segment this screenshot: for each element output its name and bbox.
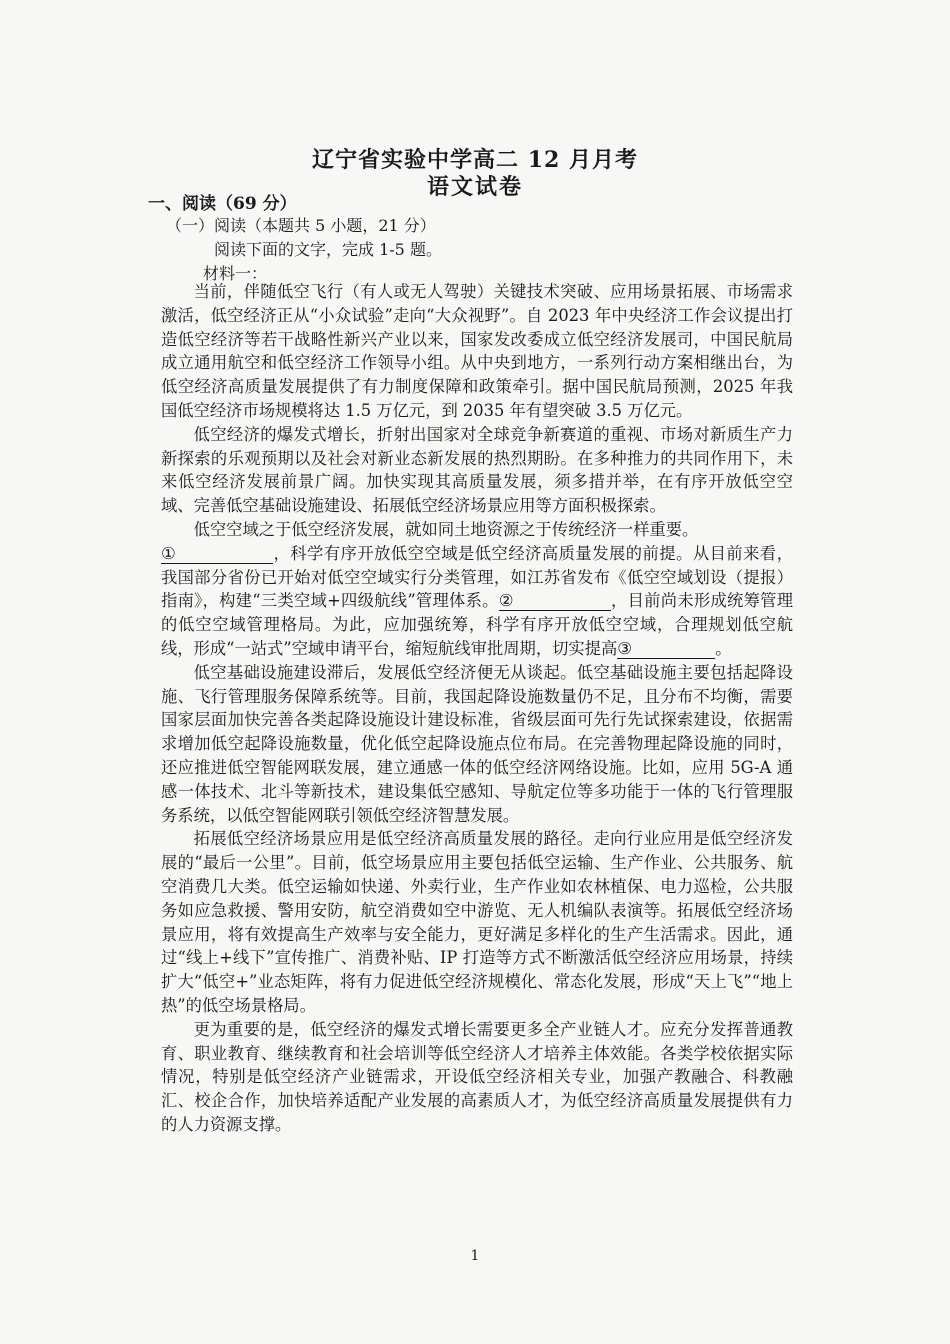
blank-2[interactable]: ② [499,592,611,611]
exam-subject: 语文试卷 [426,174,523,200]
section-heading: 一、阅读（69 分） [148,194,297,214]
paragraph-4: ① ，科学有序开放低空空域是低空经济高质量发展的前提。从目前来看，我国部分省份已开始对低空空域实行分类管理，如江苏省发布《低空空域划设（提报）指南》，构建“三类空域+四级航线”管理体系。② ，目前尚未形成统筹管理的低空空域管理格局。为此，应加强统筹，科学有序开放低空空域，合理规划低空航线，形成“一站式”空域申请平台，缩短航线审批周期，切实提高③ 。 [161,543,793,658]
paragraph-5: 低空基础设施建设滞后，发展低空经济便无从谈起。低空基础设施主要包括起降设施、飞行管理服务保障系统等。目前，我国起降设施数量仍不足，且分布不均衡，需要国家层面加快完善各类起降设施设计建设标准，省级层面可先行先试探索建设，依据需求增加低空起降设施数量，优化低空起降设施点位布局。在完善物理起降设施的同时，还应推进低空智能网联发展，建立通感一体的低空经济网络设施。比如，应用 5G-A 通感一体技术、北斗等新技术，建设集低空感知、导航定位等多功能于一体的飞行管理服务系统，以低空智能网联引领低空经济智慧发展。 [161,662,793,825]
passage [161,280,793,1137]
paragraph-7: 更为重要的是，低空经济的爆发式增长需要更多全产业链人才。应充分发挥普通教育、职业教育、继续教育和社会培训等低空经济人才培养主体效能。各类学校依据实际情况，特别是低空经济产业链需求，开设低空经济相关专业，加强产教融合、科教融汇、校企合作，加快培养适配产业发展的高素质人才，为低空经济高质量发展提供有力的人力资源支撑。 [161,1019,793,1134]
blank-3[interactable]: ③ [617,640,715,659]
instruction: 阅读下面的文字，完成 1-5 题。 [214,240,442,259]
sub-heading: （一）阅读（本题共 5 小题，21 分） [166,216,436,235]
exam-title: 辽宁省实验中学高二 12 月月考 [312,147,638,173]
paragraph-6: 拓展低空经济场景应用是低空经济高质量发展的路径。走向行业应用是低空经济发展的“最后一公里”。目前，低空场景应用主要包括低空运输、生产作业、公共服务、航空消费几大类。低空运输如快递、外卖行业，生产作业如农林植保、电力巡检，公共服务如应急救援、警用安防，航空消费如空中游览、无人机编队表演等。拓展低空经济场景应用，将有效提高生产效率与安全能力，更好满足多样化的生产生活需求。因此，通过“线上+线下”宣传推广、消费补贴、IP 打造等方式不断激活低空经济应用场景，持续扩大“低空+”业态矩阵，将有力促进低空经济规模化、常态化发展，形成“天上飞”“地上热”的低空场景格局。 [161,829,793,1015]
blank-1[interactable]: ① [161,545,273,564]
page-number: 1 [470,1248,480,1264]
material-label: 材料一： [203,264,268,283]
paragraph-2: 低空经济的爆发式增长，折射出国家对全球竞争新赛道的重视、市场对新质生产力新探索的乐观预期以及社会对新业态新发展的热烈期盼。在多种推力的共同作用下，未来低空经济发展前景广阔。加快实现其高质量发展，须多措并举，在有序开放低空空域、完善低空基础设施建设、拓展低空经济场景应用等方面积极探索。 [161,424,793,516]
paragraph-1: 当前，伴随低空飞行（有人或无人驾驶）关键技术突破、应用场景拓展、市场需求激活，低空经济正从“小众试验”走向“大众视野”。自 2023 年中央经济工作会议提出打造低空经济等若干战略性新兴产业以来，国家发改委成立低空经济发展司，中国民航局成立通用航空和低空经济工作领导小组。从中央到地方，一系列行动方案相继出台，为低空经济高质量发展提供了有力制度保障和政策牵引。据中国民航局预测，2025 年我国低空经济市场规模将达 1.5 万亿元，到 2035 年有望突破 3.5 万亿元。 [161,282,793,420]
paragraph-3: 低空空域之于低空经济发展，就如同土地资源之于传统经济一样重要。 [193,519,699,539]
